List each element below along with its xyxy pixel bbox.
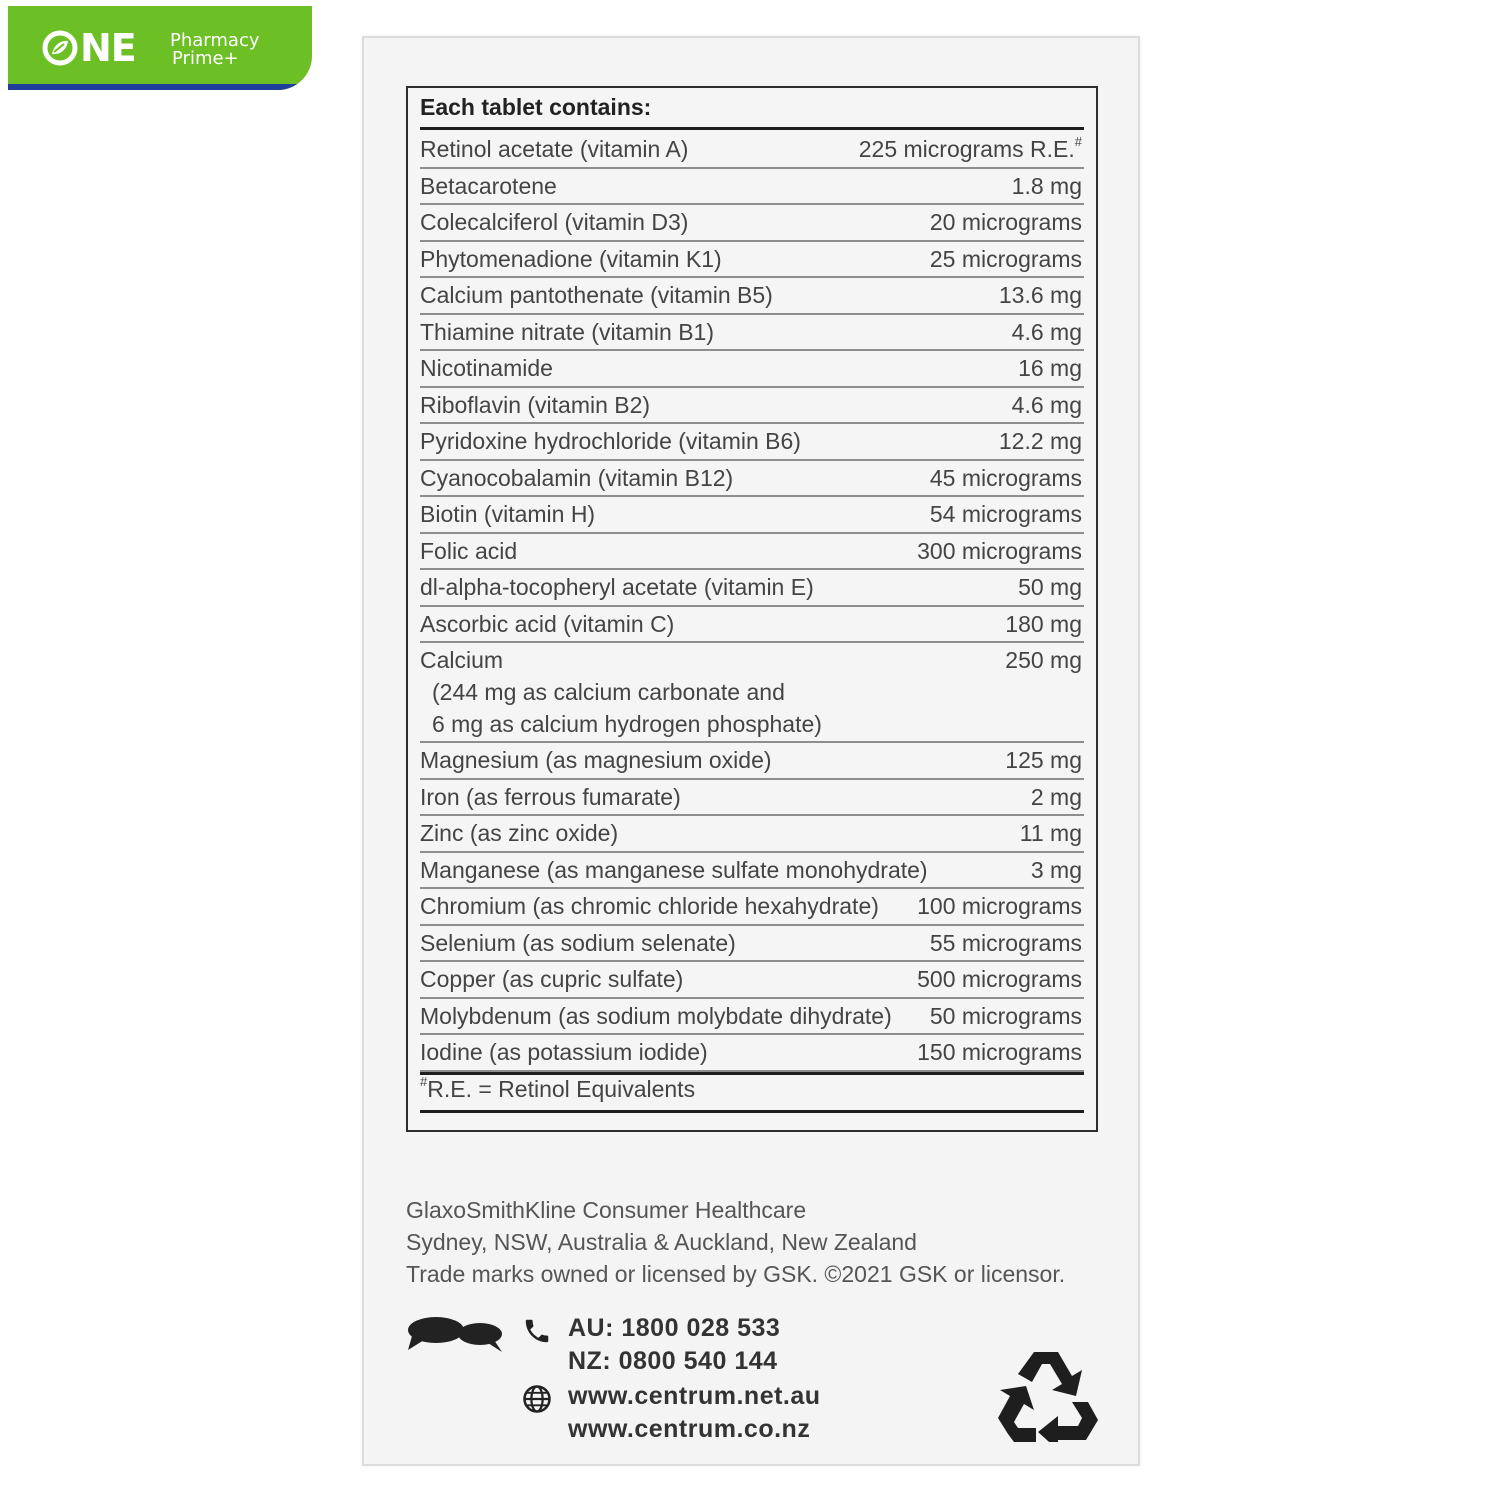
ingredient-amount [930, 465, 1082, 492]
ingredient-amount-value: 3 mg [1030, 856, 1082, 883]
ingredient-row [420, 169, 1084, 206]
ingredient-amount-value: 180 mg [1005, 610, 1082, 637]
pharmacy-logo-words [170, 32, 260, 68]
ingredient-name: Folic acid [420, 537, 518, 564]
ingredient-amount-value: 55 micrograms [929, 929, 1082, 956]
ingredient-amount [1005, 611, 1082, 638]
ingredient-amount-value: 50 micrograms [929, 1002, 1082, 1029]
ingredient-amount [999, 428, 1082, 455]
logo-word-pharmacy: Pharmacy [170, 30, 260, 51]
footnote-text: R.E. = Retinol Equivalents [427, 1076, 696, 1102]
ingredient-amount-value: 150 micrograms [917, 1039, 1082, 1065]
ingredient-row [420, 889, 1084, 926]
ingredient-amount-value: 225 micrograms R.E. [858, 136, 1075, 162]
ingredient-amount-value: 125 mg [1005, 747, 1082, 773]
ingredient-amount [917, 966, 1082, 993]
ingredient-row [420, 497, 1084, 534]
phone-icon [522, 1316, 552, 1346]
ingredient-name: Chromium (as chromic chloride hexahydrate) [420, 893, 879, 919]
ingredient-name: Biotin (vitamin H) [420, 501, 596, 527]
ingredient-name: Iron (as ferrous fumarate) [420, 783, 681, 810]
ingredient-amount-value: 45 micrograms [929, 464, 1082, 491]
ingredient-name: Thiamine nitrate (vitamin B1) [420, 318, 714, 345]
ingredient-amount-value: 50 mg [1018, 574, 1082, 600]
ingredient-row [420, 534, 1084, 571]
ingredient-name: Riboflavin (vitamin B2) [420, 391, 651, 418]
ingredient-amount [917, 893, 1082, 920]
ingredient-row [420, 388, 1084, 425]
ingredient-amount [930, 501, 1082, 528]
ingredient-amount-value: 1.8 mg [1011, 172, 1082, 199]
ingredient-amount [999, 282, 1082, 309]
ingredient-amount-mark: # [1074, 134, 1082, 149]
ingredient-amount-value: 4.6 mg [1011, 318, 1082, 345]
ingredient-row [420, 607, 1084, 644]
ingredient-amount [930, 209, 1082, 236]
ingredient-amount [1018, 355, 1082, 382]
ingredient-row [420, 780, 1084, 817]
ingredient-amount [930, 930, 1082, 957]
website-nz: www.centrum.co.nz [568, 1415, 811, 1443]
leaf-o-logo-icon [42, 30, 78, 66]
ingredient-name: dl-alpha-tocopheryl acetate (vitamin E) [420, 574, 814, 600]
ingredient-row [420, 743, 1084, 780]
logo-word-prime: Prime+ [172, 48, 239, 69]
ingredient-name: Pyridoxine hydrochloride (vitamin B6) [420, 428, 801, 454]
ingredient-name: Calcium pantothenate (vitamin B5) [420, 282, 773, 308]
ingredient-name: Magnesium (as magnesium oxide) [420, 747, 772, 773]
ingredients-table [406, 86, 1098, 1132]
ingredient-name: Calcium [420, 647, 504, 673]
ingredient-amount [1031, 857, 1082, 884]
speech-bubbles-icon [406, 1316, 506, 1356]
ingredient-amount [1018, 574, 1082, 601]
globe-icon [522, 1384, 552, 1414]
ingredient-amount-value: 20 micrograms [929, 209, 1082, 235]
ingredient-name: Retinol acetate (vitamin A) [420, 136, 689, 162]
ingredient-amount-value: 16 mg [1018, 355, 1082, 381]
ingredient-amount [930, 246, 1082, 273]
ingredient-name: Ascorbic acid (vitamin C) [420, 610, 675, 637]
ingredient-row [420, 926, 1084, 963]
logo-ne-text: NE [80, 26, 136, 70]
ingredient-name: Manganese (as manganese sulfate monohydrate) [420, 856, 928, 883]
ingredient-rows [420, 132, 1084, 1072]
ingredient-amount [1020, 820, 1082, 847]
ingredient-amount-value: 500 micrograms [917, 966, 1082, 992]
ingredient-amount [1012, 392, 1082, 419]
ingredient-name: Colecalciferol (vitamin D3) [420, 209, 689, 235]
ingredient-amount [1012, 173, 1082, 200]
ingredient-row [420, 132, 1084, 169]
ingredient-row [420, 461, 1084, 498]
package-panel [362, 36, 1140, 1466]
ingredient-name: Betacarotene [420, 172, 557, 199]
footer-rule-bottom [420, 1110, 1084, 1113]
logo-underbar [8, 84, 312, 90]
company-name: GlaxoSmithKline Consumer Healthcare [406, 1197, 807, 1223]
ingredient-amount-value: 4.6 mg [1011, 391, 1082, 418]
ingredient-name: Iodine (as potassium iodide) [420, 1039, 708, 1065]
website-au: www.centrum.net.au [568, 1382, 821, 1410]
ingredient-amount [930, 1003, 1082, 1030]
ingredient-amount [859, 136, 1082, 163]
ingredient-row [420, 315, 1084, 352]
ingredient-amount [1012, 319, 1082, 346]
footnote [420, 1076, 695, 1103]
ingredient-name: Nicotinamide [420, 355, 553, 381]
ingredient-name: Copper (as cupric sulfate) [420, 966, 684, 992]
recycle-icon [996, 1346, 1100, 1442]
ingredient-amount-value: 13.6 mg [998, 282, 1082, 308]
ingredient-name: Zinc (as zinc oxide) [420, 820, 619, 846]
ingredient-row [420, 278, 1084, 315]
ingredient-amount [1005, 647, 1082, 674]
company-info [406, 1194, 1065, 1290]
company-location: Sydney, NSW, Australia & Auckland, New Zealand [406, 1229, 917, 1255]
ingredient-amount-value: 54 micrograms [929, 501, 1082, 527]
ingredients-title: Each tablet contains: [420, 94, 652, 120]
pharmacy-logo-mark [42, 28, 136, 68]
ingredient-amount-value: 250 mg [1005, 647, 1082, 673]
ingredient-amount-value: 25 micrograms [929, 245, 1082, 272]
trademark-notice: Trade marks owned or licensed by GSK. ©2021 GSK or licensor. [406, 1261, 1066, 1287]
footnote-mark: # [420, 1074, 428, 1089]
ingredient-amount-value: 12.2 mg [998, 428, 1082, 454]
ingredient-row [420, 205, 1084, 242]
pharmacy-logo-badge [8, 6, 312, 90]
ingredient-amount [1005, 747, 1082, 774]
footer-rule-top [420, 1072, 1084, 1075]
ingredient-row [420, 962, 1084, 999]
ingredient-amount-value: 300 micrograms [917, 537, 1082, 564]
ingredient-amount-value: 100 micrograms [917, 893, 1082, 919]
ingredient-amount [917, 1039, 1082, 1066]
ingredient-name: Phytomenadione (vitamin K1) [420, 245, 722, 272]
ingredient-amount-value: 11 mg [1019, 820, 1082, 846]
au-phone-number: AU: 1800 028 533 [568, 1314, 781, 1342]
ingredient-detail: (244 mg as calcium carbonate and [432, 679, 785, 705]
ingredient-name: Molybdenum (as sodium molybdate dihydrate) [420, 1002, 892, 1029]
ingredient-row [420, 816, 1084, 853]
ingredient-row [420, 570, 1084, 607]
ingredient-row [420, 424, 1084, 461]
ingredient-row [420, 853, 1084, 890]
ingredient-detail: 6 mg as calcium hydrogen phosphate) [432, 711, 822, 737]
ingredient-row [420, 351, 1084, 388]
ingredient-row [420, 1035, 1084, 1072]
ingredient-amount [1031, 784, 1082, 811]
ingredient-row [420, 242, 1084, 279]
ingredient-name: Cyanocobalamin (vitamin B12) [420, 464, 734, 491]
ingredient-amount-value: 2 mg [1030, 783, 1082, 810]
ingredient-name: Selenium (as sodium selenate) [420, 929, 736, 956]
ingredient-row [420, 643, 1084, 743]
ingredient-amount [917, 538, 1082, 565]
nz-phone-number: NZ: 0800 540 144 [568, 1347, 778, 1375]
ingredient-row [420, 999, 1084, 1036]
header-rule [420, 127, 1084, 130]
